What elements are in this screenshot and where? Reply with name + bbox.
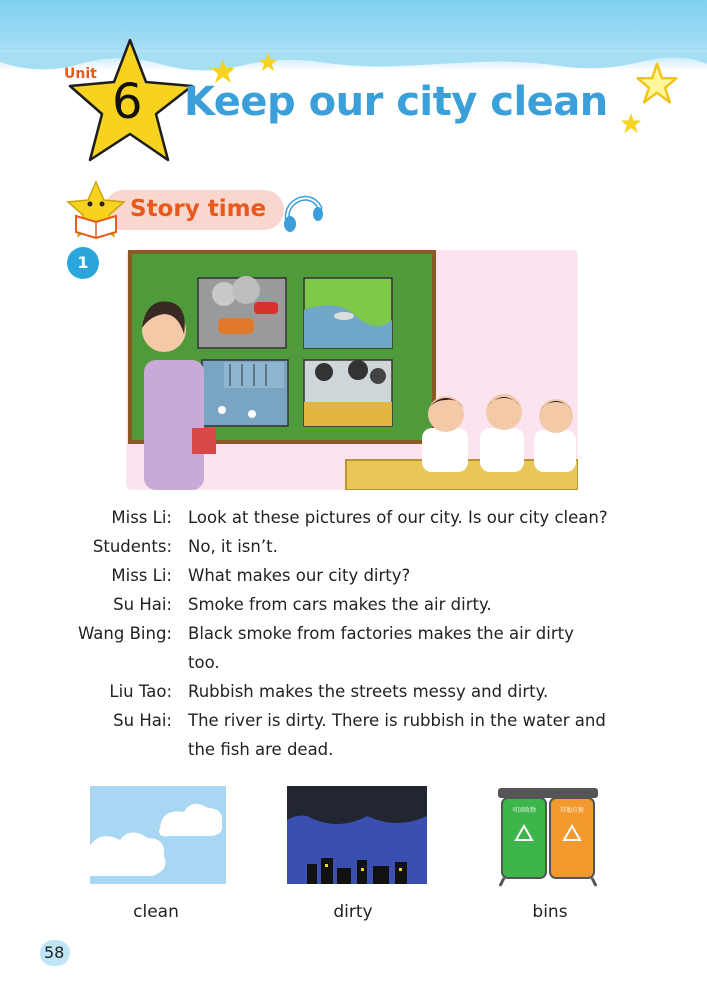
vocab-word-clean: clean bbox=[133, 902, 179, 922]
dialogue-text: What makes our city dirty? bbox=[188, 566, 411, 585]
picture-rubbish-street bbox=[202, 360, 288, 426]
story-number-badge: 1 bbox=[67, 247, 99, 279]
story-time-label: Story time bbox=[130, 196, 267, 222]
students bbox=[422, 394, 576, 472]
headphone-icon[interactable] bbox=[280, 190, 326, 234]
dirty-sky-picture bbox=[287, 786, 427, 884]
small-star-icon bbox=[258, 52, 278, 72]
small-star-icon bbox=[620, 112, 642, 134]
vocab-word-dirty: dirty bbox=[333, 902, 373, 922]
dialogue-speaker: Students: bbox=[92, 537, 172, 556]
small-star-icon bbox=[210, 58, 236, 84]
recycling-bins-picture bbox=[494, 786, 602, 888]
dialogue-text: The river is dirty. There is rubbish in the water and bbox=[188, 711, 606, 730]
page-number: 58 bbox=[44, 943, 65, 962]
page-title: Keep our city clean bbox=[184, 79, 608, 125]
dialogue-text: Look at these pictures of our city. Is our city clean? bbox=[188, 508, 608, 527]
dialogue-speaker: Liu Tao: bbox=[109, 682, 172, 701]
dialogue-speaker: Wang Bing: bbox=[78, 624, 172, 643]
picture-car-smoke bbox=[198, 276, 286, 348]
unit-number: 6 bbox=[112, 74, 143, 130]
dialogue-text: Rubbish makes the streets messy and dirty. bbox=[188, 682, 549, 701]
unit-label: Unit bbox=[64, 66, 97, 82]
clean-sky-picture bbox=[90, 786, 226, 884]
dialogue-text: too. bbox=[188, 653, 220, 672]
dialogue-text: No, it isn’t. bbox=[188, 537, 278, 556]
dialogue-speaker: Miss Li: bbox=[111, 508, 172, 527]
classroom-illustration bbox=[126, 250, 578, 490]
vocab-word-bins: bins bbox=[532, 902, 568, 922]
outline-star-icon bbox=[636, 62, 678, 104]
recyclable-bin-label: 可回收物 bbox=[511, 807, 537, 814]
dialogue-speaker: Miss Li: bbox=[111, 566, 172, 585]
picture-dirty-river bbox=[304, 278, 392, 348]
dialogue-text: Black smoke from factories makes the air dirty bbox=[188, 624, 574, 643]
picture-factory-smoke bbox=[304, 360, 392, 426]
dialogue-text: the fish are dead. bbox=[188, 740, 334, 759]
other-waste-bin-label: 其他垃圾 bbox=[559, 807, 585, 814]
dialogue-text: Smoke from cars makes the air dirty. bbox=[188, 595, 492, 614]
star-reading-book-icon bbox=[64, 180, 128, 240]
dialogue-speaker: Su Hai: bbox=[113, 595, 172, 614]
dialogue-speaker: Su Hai: bbox=[113, 711, 172, 730]
